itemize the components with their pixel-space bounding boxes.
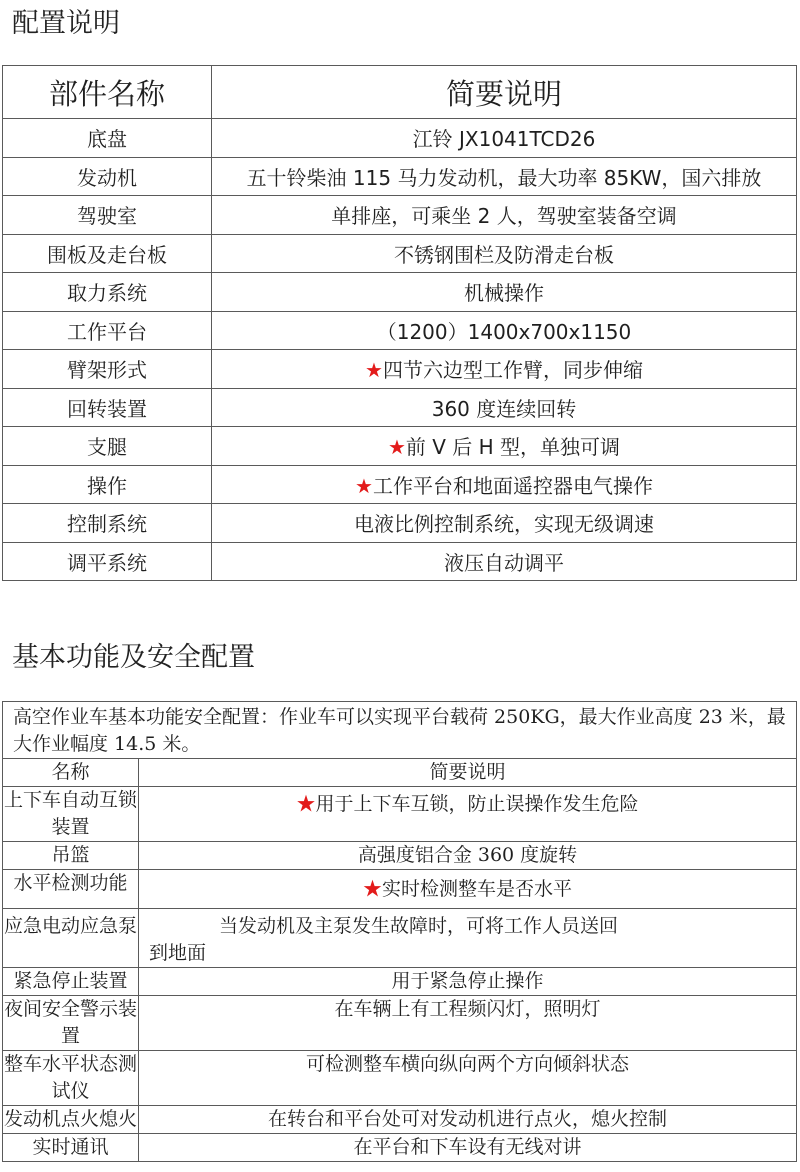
part-name: 控制系统 [3,504,212,543]
item-name: 发动机点火熄火 [3,1106,139,1134]
item-desc: 用于紧急停止操作 [139,968,797,996]
header-name: 名称 [3,759,139,787]
part-desc: ★前 V 后 H 型，单独可调 [212,427,797,466]
table-row [3,787,797,842]
table-row [3,157,797,196]
item-desc: 在转台和平台处可对发动机进行点火，熄火控制 [139,1106,797,1134]
config-table [2,65,797,581]
part-desc: 不锈钢围栏及防滑走台板 [212,234,797,273]
section-title-safety: 基本功能及安全配置 [12,642,255,673]
part-name: 臂架形式 [3,350,212,389]
intro-text: 高空作业车基本功能安全配置：作业车可以实现平台载荷 250KG，最大作业高度 23 米，最大作业幅度 14.5 米。 [3,702,797,759]
table-row [3,273,797,312]
part-name: 围板及走台板 [3,234,212,273]
part-name: 发动机 [3,157,212,196]
item-desc: 在车辆上有工程频闪灯，照明灯 [139,996,797,1051]
part-desc: 电液比例控制系统，实现无级调速 [212,504,797,543]
item-name: 紧急停止装置 [3,968,139,996]
star-icon: ★ [365,358,383,383]
table-row [3,968,797,996]
item-name: 整车水平状态测试仪 [3,1051,139,1106]
part-name: 取力系统 [3,273,212,312]
part-desc: 单排座，可乘坐 2 人，驾驶室装备空调 [212,196,797,235]
part-name: 支腿 [3,427,212,466]
table-row [3,196,797,235]
part-desc: 360 度连续回转 [212,388,797,427]
table-header-row [3,66,797,119]
item-name: 夜间安全警示装置 [3,996,139,1051]
item-name: 吊篮 [3,842,139,870]
header-description: 简要说明 [212,66,797,119]
table-row [3,504,797,543]
table-row [3,1134,797,1162]
star-icon: ★ [362,878,382,900]
table-row [3,842,797,870]
table-row [3,350,797,389]
part-name: 驾驶室 [3,196,212,235]
part-name: 回转装置 [3,388,212,427]
section-title-config: 配置说明 [12,8,120,39]
table-row [3,1051,797,1106]
intro-row [3,702,797,759]
item-desc: ★实时检测整车是否水平 [139,870,797,909]
part-name: 操作 [3,465,212,504]
part-desc: 五十铃柴油 115 马力发动机，最大功率 85KW，国六排放 [212,157,797,196]
item-desc: 在平台和下车设有无线对讲 [139,1134,797,1162]
table-row [3,119,797,158]
item-name: 上下车自动互锁装置 [3,787,139,842]
item-name: 实时通讯 [3,1134,139,1162]
header-part-name: 部件名称 [3,66,212,119]
star-icon: ★ [355,473,373,498]
table-row [3,870,797,909]
part-desc: 液压自动调平 [212,542,797,581]
part-name: 工作平台 [3,311,212,350]
part-desc: 机械操作 [212,273,797,312]
part-name: 调平系统 [3,542,212,581]
header-description: 简要说明 [139,759,797,787]
item-desc: 高强度铝合金 360 度旋转 [139,842,797,870]
table-row [3,1106,797,1134]
part-desc: （1200）1400x700x1150 [212,311,797,350]
star-icon: ★ [387,435,406,460]
table-row [3,234,797,273]
table-row [3,427,797,466]
table-row [3,311,797,350]
part-desc: ★四节六边型工作臂，同步伸缩 [212,350,797,389]
item-name: 应急电动应急泵 [3,909,139,968]
table-row [3,542,797,581]
item-desc: ★用于上下车互锁，防止误操作发生危险 [139,787,797,842]
part-desc: 江铃 JX1041TCD26 [212,119,797,158]
item-name: 水平检测功能 [3,870,139,909]
safety-table [2,701,797,1162]
part-desc: ★工作平台和地面遥控器电气操作 [212,465,797,504]
table-row [3,388,797,427]
part-name: 底盘 [3,119,212,158]
item-desc: 当发动机及主泵发生故障时，可将工作人员送回 到地面 [139,909,797,968]
table-header-row [3,759,797,787]
table-row [3,909,797,968]
table-row [3,465,797,504]
item-desc: 可检测整车横向纵向两个方向倾斜状态 [139,1051,797,1106]
table-row [3,996,797,1051]
star-icon: ★ [296,793,316,815]
